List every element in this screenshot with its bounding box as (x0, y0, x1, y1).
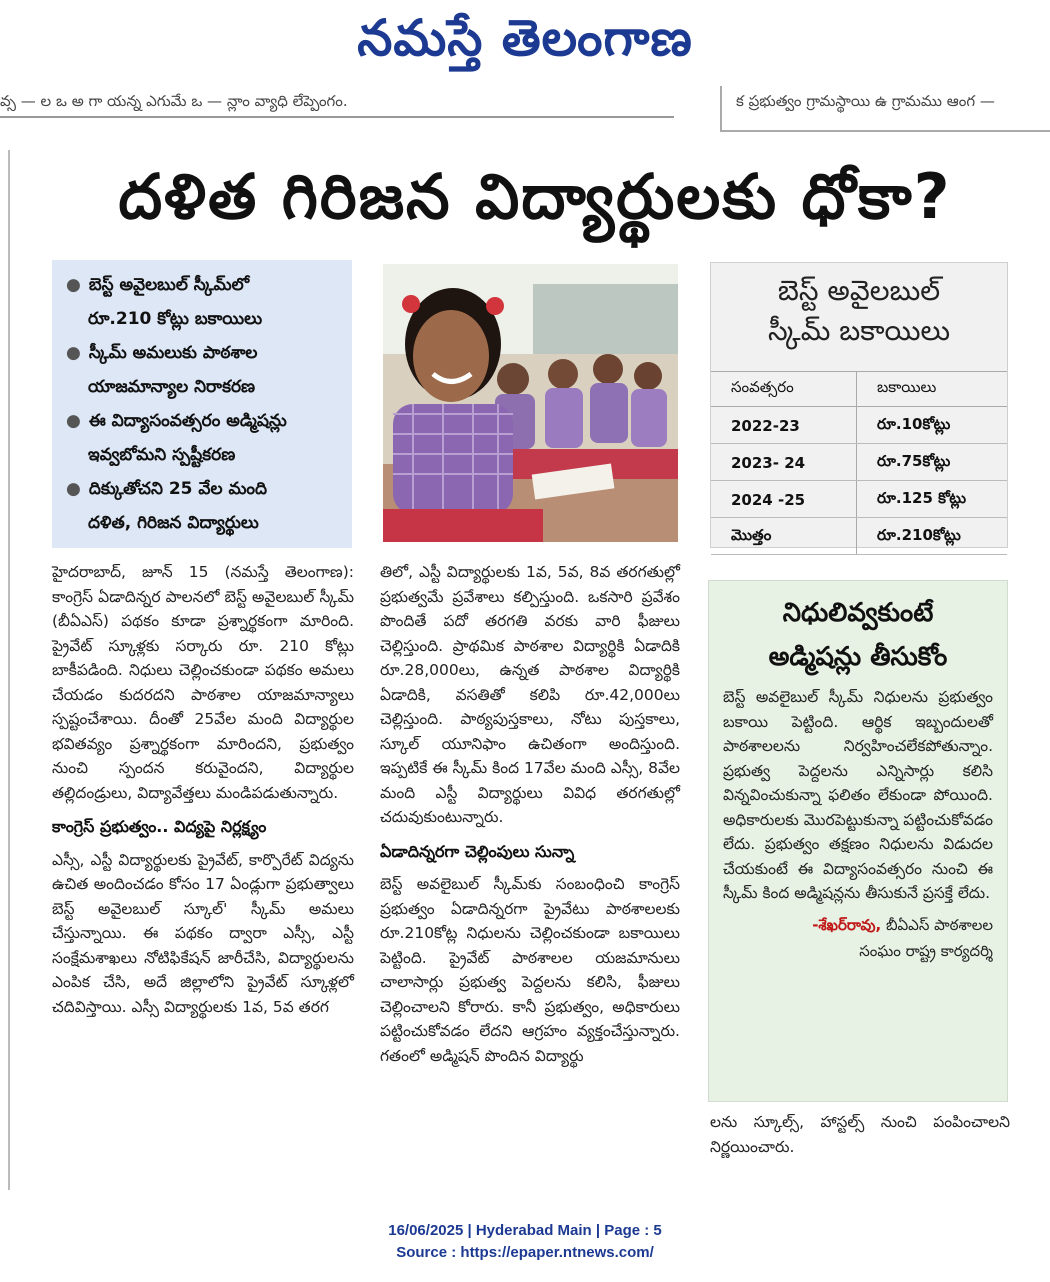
highlight-item: ● ఈ విద్యాసంవత్సరం అడ్మిషన్లు (66, 411, 287, 431)
highlight-item-cont: యాజమాన్యాల నిరాకరణ (88, 377, 256, 397)
cell-year: 2022-23 (711, 407, 857, 444)
sidebar-heading-line2: అడ్మిషన్లు తీసుకోం (768, 642, 948, 672)
article-paragraph: హైదరాబాద్, జూన్ 15 (నమస్తే తెలంగాణ): కాంగ్రెస్ ఏడాదిన్నర పాలనలో బెస్ట్ అవైలబుల్ స్కీమ్ (బీఏఎస్) పథకం కూడా ప్రశ్నార్థకంగా మారింది. ప్రైవేట్ స్కూళ్లకు సర్కారు రూ. 210 కోట్లు బాకీపడింది. నిధులు చెల్లించకుండా పథకం అమలు చేయడం కుదరదని పాఠశాల యాజమాన్యాలు స్పష్టంచేశాయి. దీంతో 25వేల మంది విద్యార్థుల భవితవ్యం ప్రశ్నార్థకంగా మారిందని, ప్రభుత్వం నుంచి స్పందన కరువైందని, విద్యార్థుల తల్లిదండ్రులు, విద్యావేత్తలు మండిపడుతున్నారు. (52, 563, 354, 802)
highlight-item: ● స్కీమ్ అమలుకు పాఠశాల (66, 343, 258, 363)
bullet-icon: ● (66, 411, 81, 431)
quote-sidebar (708, 580, 1008, 1102)
signature-role-line1: బీఏఎస్ పాఠశాలల (885, 915, 993, 934)
bullet-icon: ● (66, 343, 81, 363)
students-photo (383, 264, 678, 542)
bullet-icon: ● (66, 275, 81, 295)
cell-amount: రూ.125 కోట్లు (857, 481, 1008, 518)
previous-article-strip-left: వ్స — ల ఒ అ గా యన్న ఎగుమే ఒ — న్లాం వ్యాధి లేప్పెంగం. (0, 86, 674, 118)
article-paragraph: లను స్కూల్స్, హాస్టల్స్ నుంచి పంపించాలని నిర్ణయించారు. (710, 1113, 1010, 1156)
article-paragraph: బెస్ట్ అవలైబుల్ స్కీమ్‌కు సంబంధించి కాంగ్రెస్ ప్రభుత్వం ఏడాదిన్నరగా ప్రైవేటు పాఠశాలలకు రూ.210కోట్ల నిధులను చెల్లించకుండా బకాయిలు పెట్టింది. ప్రైవేట్ పాఠశాలల యజమానులు చాలాసార్లు ప్రభుత్వ పెద్దలను కలిసి, ఫీజులు చెల్లించాలని కోరారు. కానీ ప్రభుత్వం, అధికారులు పట్టించుకోవడం లేదని ఆగ్రహం వ్యక్తంచేస్తున్నారు. గతంలో అడ్మిషన్ పొందిన విద్యార్థు (380, 875, 680, 1065)
article-subheading: ఏడాదిన్నరగా చెల్లింపులు సున్నా (380, 841, 575, 861)
cell-amount: రూ.75కోట్లు (857, 444, 1008, 481)
article-headline: దళిత గిరిజన విద్యార్థులకు ధోకా? (118, 160, 952, 233)
footer-date-page: 16/06/2025 | Hyderabad Main | Page : 5 (388, 1222, 662, 1239)
dues-table-title-line1: బెస్ట్ అవైలబుల్ (777, 274, 941, 307)
dues-table-title-line2: స్కీమ్ బకాయిలు (767, 314, 951, 347)
column-header-year: సంవత్సరం (711, 372, 857, 407)
cell-amount: రూ.10కోట్లు (857, 407, 1008, 444)
cell-year: 2024 -25 (711, 481, 857, 518)
table-row (711, 444, 1007, 481)
dues-table-box (710, 262, 1008, 548)
highlight-item-cont: ఇవ్వబోమని స్పష్టీకరణ (88, 445, 236, 465)
table-row (711, 481, 1007, 518)
table-row-total (711, 518, 1007, 555)
page-footer (0, 1220, 1050, 1264)
highlight-item-cont: రూ.210 కోట్లు బకాయిలు (88, 309, 263, 329)
dues-table (711, 371, 1007, 555)
signature-name: -శేఖర్‌రావు, (812, 915, 882, 934)
left-margin-rule (0, 150, 10, 1190)
cell-amount: రూ.210కోట్లు (857, 518, 1008, 555)
students-photo-illustration (383, 264, 678, 542)
signature-role-line2: సంఘం రాష్ట్ర కార్యదర్శి (859, 941, 993, 960)
highlight-item-cont: దళిత, గిరిజన విద్యార్థులు (88, 513, 259, 533)
cell-year: మొత్తం (711, 518, 857, 555)
previous-article-strip-right: క ప్రభుత్వం గ్రామస్థాయి ఉ గ్రామము ఆంగ — (720, 86, 1050, 132)
article-column-1 (52, 560, 354, 1019)
highlights-box (52, 260, 352, 548)
article-column-2 (380, 560, 680, 1068)
dues-table-title (711, 263, 1007, 371)
highlight-item: ● బెస్ట్ అవైలబుల్ స్కీమ్‌లో (66, 275, 250, 295)
column-header-dues: బకాయిలు (857, 372, 1008, 407)
highlight-item: ● దిక్కుతోచని 25 వేల మంది (66, 479, 268, 499)
bullet-icon: ● (66, 479, 81, 499)
sidebar-body: బెస్ట్ అవలైబుల్ స్కీమ్ నిధులను ప్రభుత్వం బకాయి పెట్టింది. ఆర్థిక ఇబ్బందులతో పాఠశాలలను నిర్వహించలేకపోతున్నాం. ప్రభుత్వ పెద్దలను ఎన్నిసార్లు కలిసి విన్నవించుకున్నా ఫలితం లేకుండా పోయింది. అధికారులకు మొరపెట్టుకున్నా పట్టించుకోవడం లేదు. ప్రభుత్వం తక్షణం నిధులను విడుదల చేయకుంటే ఈ విద్యాసంవత్సరం నుంచి ఈ స్కీమ్ కింద అడ్మిషన్లను తీసుకునే ప్రసక్తే లేదు. (723, 688, 993, 902)
article-paragraph: ఎస్సీ, ఎస్టీ విద్యార్థులకు ప్రైవేట్, కార్పొరేట్ విద్యను ఉచిత అందించడం కోసం 17 ఏండ్లుగా ప్రభుత్వాలు బెస్ట్ అవైలబుల్ స్కూల్' స్కీమ్ అమలు చేస్తున్నాయి. ఈ పథకం ద్వారా ఎస్సీ, ఎస్టీ సంక్షేమశాఖలు నోటిఫికేషన్ జారీచేసి, విద్యార్థులను ఎంపిక చేసి, అదే జిల్లాలోని ప్రైవేట్ స్కూళ్లలో చదివిస్తాయి. ఎస్సీ విద్యార్థులకు 1వ, 5వ తరగ (52, 850, 354, 1016)
article-paragraph: తిలో, ఎస్టీ విద్యార్థులకు 1వ, 5వ, 8వ తరగతుల్లో ప్రభుత్వమే ప్రవేశాలు కల్పిస్తుంది. ఒకసారి ప్రవేశం పొందితే పదో తరగతి వరకు వారి ఫీజులు చెల్లిస్తుంది. ప్రాథమిక పాఠశాల విద్యార్థికి ఏడాదికి రూ.28,000లు, ఉన్నత పాఠశాల విద్యార్థికి ఏడాదికి, వసతితో కలిపి రూ.42,000లు చెల్లిస్తుంది. పాఠ్యపుస్తకాలు, నోటు పుస్తకాలు, స్కూల్ యూనిఫాం ఉచితంగా అందిస్తుంది. ఇప్పటికే ఈ స్కీమ్ కింద 17వేల మంది ఎస్సీ, 8వేల మంది ఎస్టీ విద్యార్థులు వివిధ తరగతుల్లో చదువుకుంటున్నారు. (380, 563, 680, 826)
article-column-3 (710, 1110, 1010, 1159)
masthead-title: నమస్తే తెలంగాణ (357, 8, 693, 67)
table-row (711, 407, 1007, 444)
article-subheading: కాంగ్రెస్ ప్రభుత్వం.. విద్యపై నిర్లక్ష్యం (52, 817, 267, 836)
cell-year: 2023- 24 (711, 444, 857, 481)
sidebar-heading-line1: నిధులివ్వకుంటే (782, 598, 934, 628)
footer-source: Source : https://epaper.ntnews.com/ (396, 1244, 654, 1261)
sidebar-signature (723, 912, 993, 964)
